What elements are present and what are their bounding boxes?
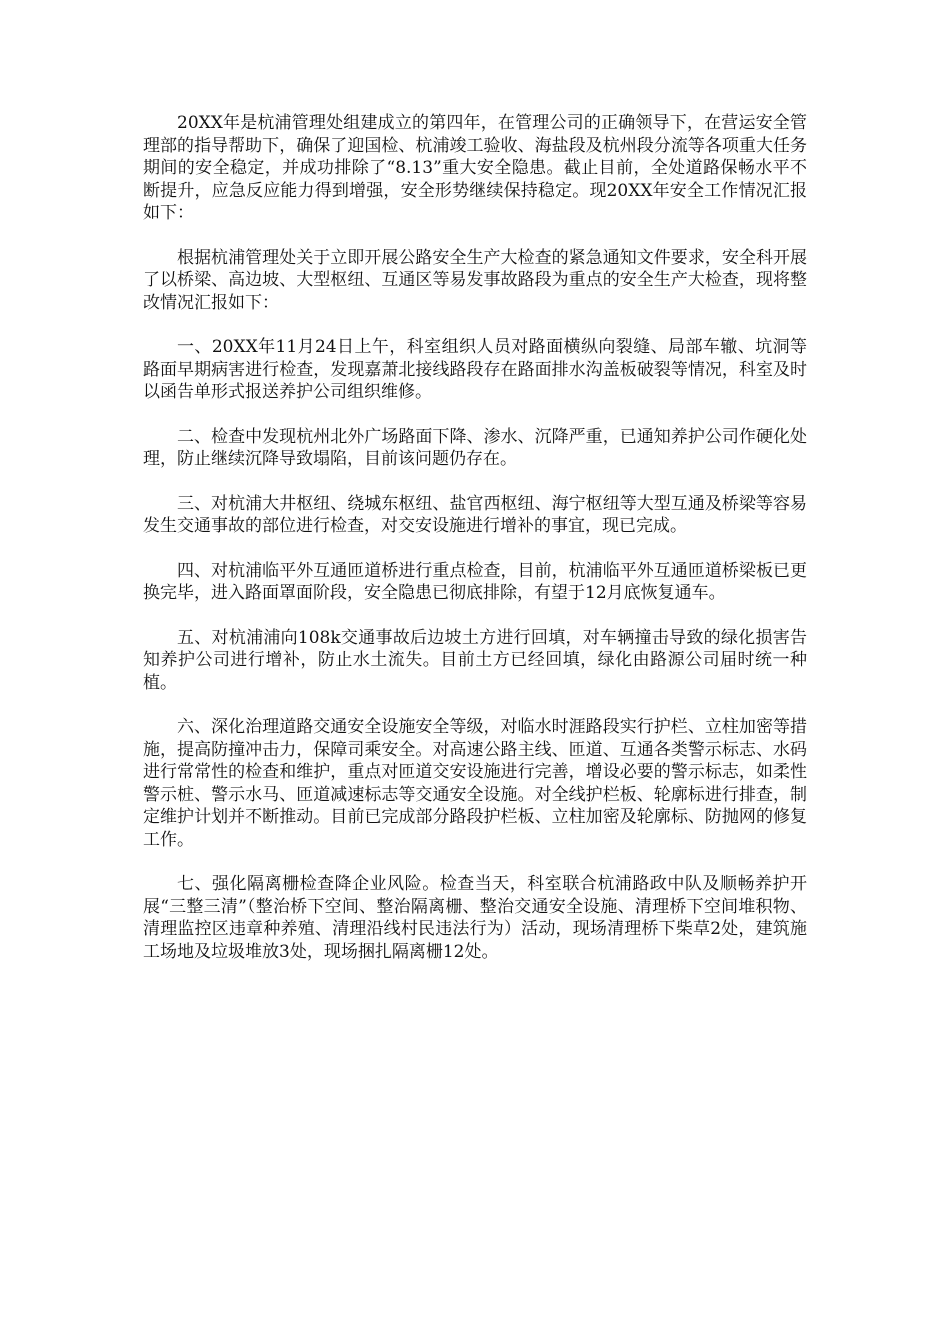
paragraph-item-2: 二、检查中发现杭州北外广场路面下降、渗水、沉降严重，已通知养护公司作硬化处理，防止继续沉降导致塌陷，目前该问题仍存在。 <box>143 426 807 469</box>
document-body <box>143 112 807 985</box>
paragraph-background: 根据杭浦管理处关于立即开展公路安全生产大检查的紧急通知文件要求，安全科开展了以桥梁、高边坡、大型枢纽、互通区等易发事故路段为重点的安全生产大检查，现将整改情况汇报如下： <box>143 247 807 313</box>
paragraph-item-4: 四、对杭浦临平外互通匝道桥进行重点检查，目前，杭浦临平外互通匝道桥梁板已更换完毕，进入路面罩面阶段，安全隐患已彻底排除，有望于12月底恢复通车。 <box>143 560 807 603</box>
paragraph-intro: 20XX年是杭浦管理处组建成立的第四年，在管理公司的正确领导下，在营运安全管理部的指导帮助下，确保了迎国检、杭浦竣工验收、海盐段及杭州段分流等各项重大任务期间的安全稳定，并成功排除了“8.13”重大安全隐患。截止目前，全处道路保畅水平不断提升，应急反应能力得到增强，安全形势继续保持稳定。现20XX年安全工作情况汇报如下： <box>143 113 807 223</box>
paragraph-item-6: 六、深化治理道路交通安全设施安全等级，对临水时涯路段实行护栏、立柱加密等措施，提高防撞冲击力，保障司乘安全。对高速公路主线、匝道、互通各类警示标志、水码进行常常性的检查和维护，重点对匝道交安设施进行完善，增设必要的警示标志，如柔性警示桩、警示水马、匝道减速标志等交通安全设施。对全线护栏板、轮廓标进行排查，制定维护计划并不断推动。目前已完成部分路段护栏板、立柱加密及轮廓标、防抛网的修复工作。 <box>143 717 807 850</box>
paragraph-item-1: 一、20XX年11月24日上午，科室组织人员对路面横纵向裂缝、局部车辙、坑洞等路面早期病害进行检查，发现嘉萧北接线路段存在路面排水沟盖板破裂等情况，科室及时以函告单形式报送养护公司组织维修。 <box>143 337 807 402</box>
paragraph-item-7: 七、强化隔离栅检查降企业风险。检查当天，科室联合杭浦路政中队及顺畅养护开展“三整三清”（整治桥下空间、整治隔离栅、整治交通安全设施、清理桥下空间堆积物、清理监控区违章种养殖、清理沿线村民违法行为）活动，现场清理桥下柴草2处，建筑施工场地及垃圾堆放3处，现场捆扎隔离栅12处。 <box>143 874 807 962</box>
paragraph-item-3: 三、对杭浦大井枢纽、绕城东枢纽、盐官西枢纽、海宁枢纽等大型互通及桥梁等容易发生交通事故的部位进行检查，对交安设施进行增补的事宜，现已完成。 <box>143 493 807 536</box>
paragraph-item-5: 五、对杭浦浦向108k交通事故后边坡土方进行回填，对车辆撞击导致的绿化损害告知养护公司进行增补，防止水土流失。目前土方已经回填，绿化由路源公司届时统一种植。 <box>143 627 807 693</box>
